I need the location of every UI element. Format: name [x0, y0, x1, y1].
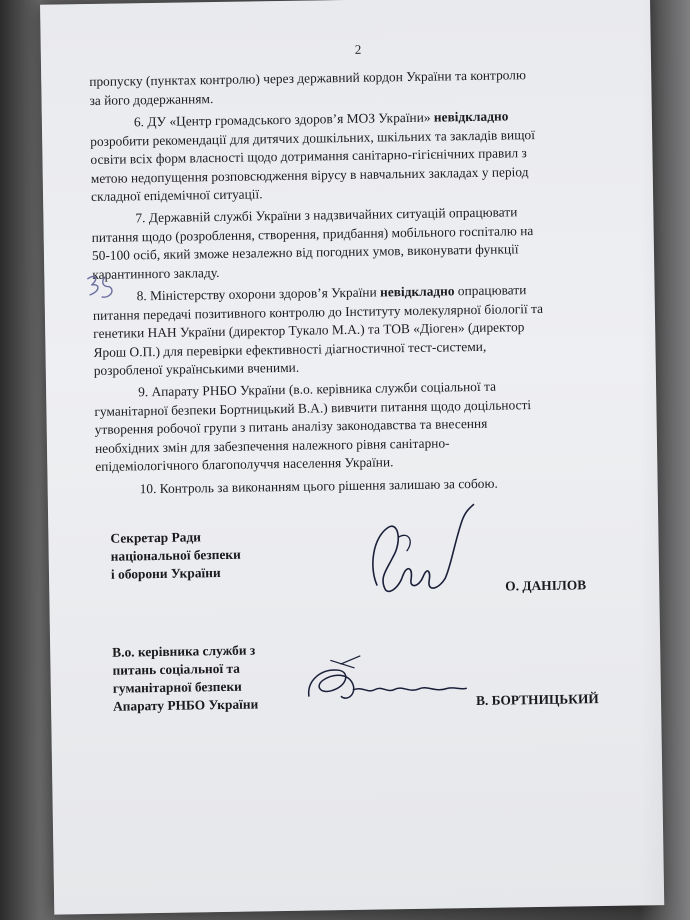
signatory-2-title-line: Апарату РНБО України — [112, 696, 259, 714]
text-line: Ярош О.П.) для перевірки ефективності діагностичної тест-системи, — [93, 338, 487, 360]
text-line: метою недопущення розповсюдження вірусу в навчальних закладах у період — [90, 164, 529, 187]
text-line: розробленої українськими вченими. — [93, 359, 300, 378]
signatory-2-title-line: В.о. керівника служби з — [112, 642, 256, 660]
text-line: 6. ДУ «Центр громадського здоров’я МОЗ України» невідкладно — [133, 108, 509, 130]
text-line: гуманітарної безпеки Бортницький В.А.) вивчити питання щодо доцільності — [94, 397, 532, 419]
signatory-2-title-line: гуманітарної безпеки — [112, 678, 242, 696]
text-line: генетики НАН України (директор Тукало М.А.) та ТОВ «Діоген» (директор — [93, 319, 525, 341]
text-line: питання щодо (розроблення, створення, придбання) мобільного госпіталю на — [91, 223, 534, 246]
text-line: утворення робочої групи з питань аналізу законодавства та внесення — [94, 415, 488, 437]
signatory-2-title-line: питань соціальної та — [112, 660, 241, 678]
page-number: 2 — [354, 41, 362, 57]
text-line: 50-100 осіб, який зможе незалежно від погодних умов, виконувати функції — [91, 241, 519, 264]
text-line: питання передачі позитивного контролю до Інституту молекулярної біології та — [92, 300, 544, 323]
text-line: 9. Апарату РНБО України (в.о. керівника служби соціальної та — [138, 378, 497, 400]
signature-bortnytskyi-icon — [300, 648, 471, 721]
text-line: 8. Міністерству охорони здоров’я України невідкладно опрацювати — [136, 282, 527, 304]
text-line: 10. Контроль за виконанням цього рішення залишаю за собою. — [139, 475, 498, 497]
page-edge-shadow — [640, 0, 690, 920]
text-line: карантинного закладу. — [92, 265, 220, 283]
signatory-2-name: В. БОРТНИЦЬКИЙ — [475, 691, 599, 709]
text-line: за його додержанням. — [89, 91, 214, 109]
text-line: пропуску (пунктах контролю) через державний кордон України та контролю — [89, 67, 527, 90]
signatory-1-title-line: Секретар Ради — [110, 529, 202, 546]
text-line: епідеміологічного благополуччя населення України. — [95, 454, 394, 474]
text-line: складної епідемічної ситуації. — [90, 186, 263, 205]
text-line: 7. Державній службі України з надзвичайних ситуацій опрацювати — [135, 204, 518, 226]
signatory-1-title-line: національної безпеки — [110, 546, 241, 564]
signatory-1-name: О. ДАНІЛОВ — [505, 577, 587, 594]
signatory-1-title-line: і оборони України — [110, 565, 221, 582]
text-line: освіти всіх форм власності щодо дотримання санітарно-гігієнічних правил з — [90, 145, 527, 168]
text-line: розробити рекомендації для дитячих дошкільних, шкільних та закладів вищої — [90, 127, 535, 150]
handwritten-margin-note-icon — [81, 269, 122, 310]
text-line: необхідних змін для забезпечення належного рівня санітарно- — [94, 435, 450, 456]
signature-danilov-icon — [358, 496, 480, 608]
document-page — [40, 0, 664, 915]
